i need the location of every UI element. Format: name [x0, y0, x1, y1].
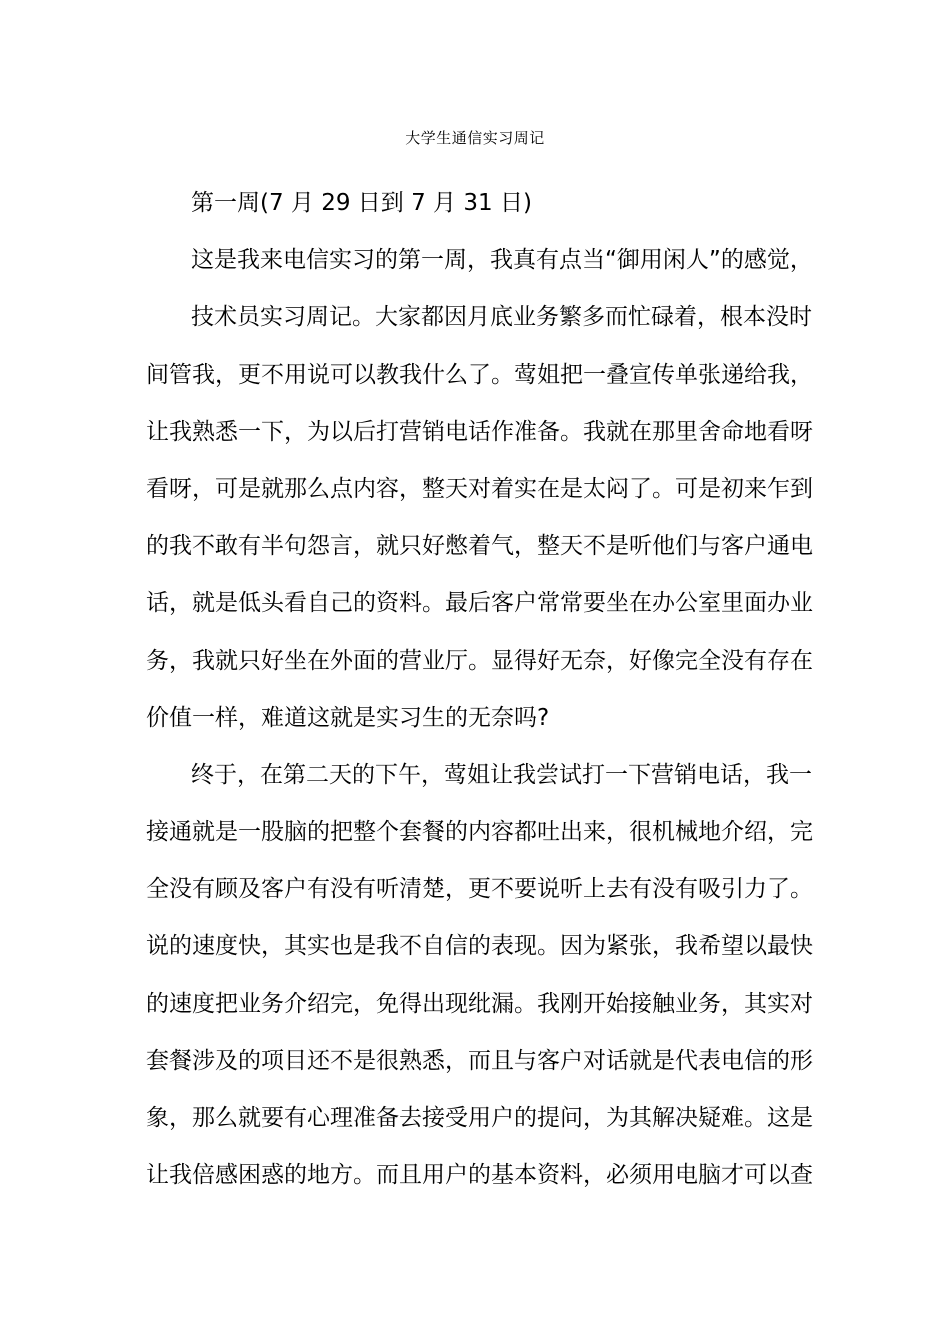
paragraph-line: 这是我来电信实习的第一周，我真有点当“御用闲人”的感觉， — [191, 247, 813, 274]
paragraph-line: 让我倍感困惑的地方。而且用户的基本资料，必须用电脑才可以查 — [146, 1162, 813, 1189]
paragraph-line: 务，我就只好坐在外面的营业厅。显得好无奈，好像完全没有存在 — [146, 647, 813, 674]
paragraph-line: 的我不敢有半句怨言，就只好憋着气，整天不是听他们与客户通电 — [146, 533, 813, 560]
paragraph-line: 象，那么就要有心理准备去接受用户的提问，为其解决疑难。这是 — [146, 1105, 813, 1131]
paragraph-line: 话，就是低头看自己的资料。最后客户常常要坐在办公室里面办业 — [146, 590, 813, 617]
paragraph-line: 的速度把业务介绍完，免得出现纰漏。我刚开始接触业务，其实对 — [146, 990, 813, 1017]
document-body — [146, 175, 813, 1204]
document-title: 大学生通信实习周记 — [405, 129, 545, 147]
paragraph-line: 让我熟悉一下，为以后打营销电话作准备。我就在那里舍命地看呀 — [146, 418, 813, 445]
paragraph-line: 技术员实习周记。大家都因月底业务繁多而忙碌着，根本没时 — [191, 304, 812, 331]
paragraph-line: 看呀，可是就那么点内容，整天对着实在是太闷了。可是初来乍到 — [146, 475, 813, 502]
paragraph-line: 终于，在第二天的下午，莺姐让我尝试打一下营销电话，我一 — [191, 761, 812, 788]
week-heading: 第一周(7 月 29 日到 7 月 31 日) — [191, 190, 532, 216]
paragraph-line: 套餐涉及的项目还不是很熟悉，而且与客户对话就是代表电信的形 — [146, 1047, 813, 1074]
paragraph-line: 价值一样，难道这就是实习生的无奈吗? — [146, 704, 550, 731]
paragraph-line: 全没有顾及客户有没有听清楚，更不要说听上去有没有吸引力了。 — [146, 876, 813, 903]
paragraph-line: 间管我，更不用说可以教我什么了。莺姐把一叠宣传单张递给我， — [146, 361, 813, 388]
paragraph-line: 接通就是一股脑的把整个套餐的内容都吐出来，很机械地介绍，完 — [146, 819, 813, 846]
paragraph-line: 说的速度快，其实也是我不自信的表现。因为紧张，我希望以最快 — [146, 933, 813, 960]
